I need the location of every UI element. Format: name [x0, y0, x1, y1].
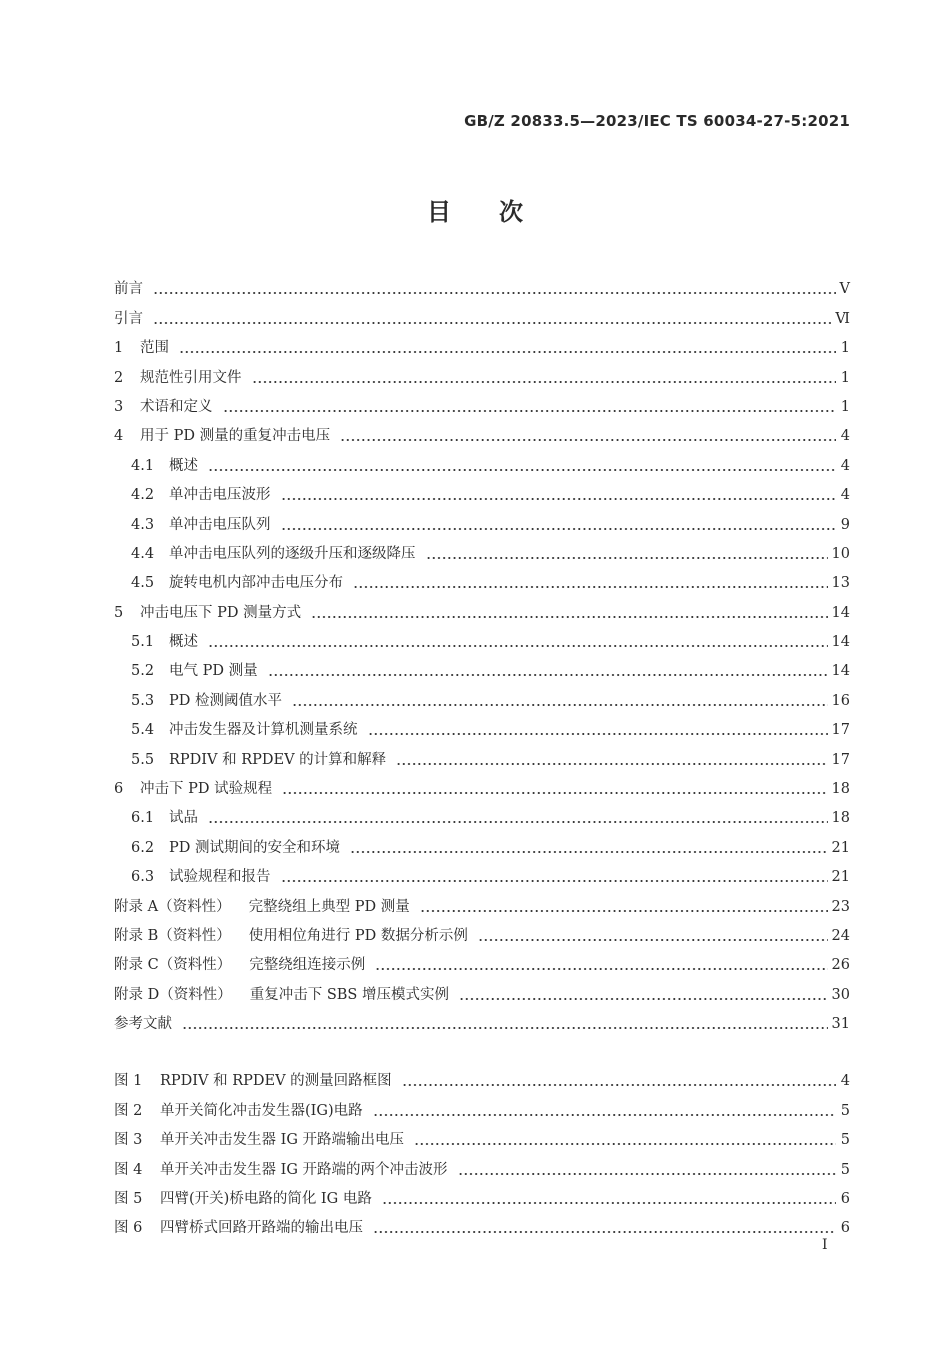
toc-entry[interactable]: [114, 564, 850, 593]
toc-entry-label: 使用相位角进行 PD 数据分析示例: [248, 927, 468, 944]
toc-entry-number: 5.2: [131, 663, 155, 680]
toc-entry-number: 6.3: [131, 869, 155, 886]
toc-entry-page: 14: [831, 604, 850, 621]
figure-entry[interactable]: [114, 1180, 850, 1209]
toc-entry[interactable]: [114, 417, 850, 446]
toc-entry-label: 重复冲击下 SBS 增压模式实例: [249, 986, 449, 1003]
toc-entry[interactable]: [114, 828, 850, 857]
toc-entry-number: 6.1: [131, 810, 155, 827]
dot-leader: [153, 292, 836, 294]
dot-leader: [281, 528, 837, 530]
toc-entry-page: 17: [831, 722, 850, 739]
toc-entry-number: 5.5: [131, 751, 155, 768]
toc-entry-page: 14: [831, 634, 850, 651]
dot-leader: [402, 1084, 836, 1086]
figure-entry[interactable]: [114, 1121, 850, 1150]
toc-entry-number: 6: [114, 781, 124, 798]
dot-leader: [208, 469, 836, 471]
toc-entry[interactable]: [114, 388, 850, 417]
toc-entry-page: 1: [840, 398, 850, 415]
table-of-contents: [114, 270, 850, 1034]
toc-entry[interactable]: [114, 535, 850, 564]
toc-entry-number: 5.1: [131, 634, 155, 651]
dot-leader: [208, 645, 828, 647]
toc-entry-page: 24: [831, 927, 850, 944]
dot-leader: [353, 586, 828, 588]
toc-entry-page: 18: [831, 781, 850, 798]
toc-entry-number: 4: [114, 428, 124, 445]
figure-entry[interactable]: [114, 1091, 850, 1120]
toc-entry-label: 完整绕组上典型 PD 测量: [248, 898, 410, 915]
toc-entry-label: 冲击发生器及计算机测量系统: [169, 722, 358, 739]
figure-label: 单开关冲击发生器 IG 开路端输出电压: [160, 1132, 405, 1149]
dot-leader: [458, 1173, 836, 1175]
figure-entry[interactable]: [114, 1062, 850, 1091]
toc-entry[interactable]: [114, 623, 850, 652]
figure-entry[interactable]: [114, 1209, 850, 1238]
dot-leader: [179, 351, 836, 353]
standard-id: GB/Z 20833.5—2023/IEC TS 60034-27-5:2021: [464, 112, 850, 130]
figure-entry[interactable]: [114, 1150, 850, 1179]
toc-entry-page: 13: [831, 575, 850, 592]
toc-entry-page: 30: [831, 986, 850, 1003]
toc-entry-page: 21: [831, 869, 850, 886]
toc-entry-number: 附录 D（资料性）: [114, 986, 232, 1003]
toc-entry[interactable]: [114, 329, 850, 358]
toc-entry-page: 23: [831, 898, 850, 915]
toc-entry-number: 附录 B（资料性）: [114, 927, 231, 944]
dot-leader: [252, 381, 837, 383]
list-of-figures: [114, 1062, 850, 1238]
toc-entry-page: Ⅵ: [835, 310, 850, 327]
toc-entry-label: 范围: [140, 340, 169, 357]
toc-entry[interactable]: [114, 858, 850, 887]
dot-leader: [292, 704, 828, 706]
toc-entry-number: 4.4: [131, 545, 155, 562]
toc-entry-page: 4: [840, 428, 850, 445]
dot-leader: [281, 880, 828, 882]
toc-entry-number: 4.2: [131, 487, 155, 504]
figure-label: 单开关冲击发生器 IG 开路端的两个冲击波形: [160, 1161, 448, 1178]
toc-entry-number: 1: [114, 340, 124, 357]
dot-leader: [414, 1143, 836, 1145]
figure-page: 5: [840, 1161, 850, 1178]
toc-entry[interactable]: [114, 917, 850, 946]
toc-entry[interactable]: [114, 270, 850, 299]
toc-entry-label: PD 测试期间的安全和环境: [169, 839, 340, 856]
toc-entry[interactable]: [114, 476, 850, 505]
toc-entry-page: 4: [840, 457, 850, 474]
dot-leader: [459, 998, 828, 1000]
dot-leader: [373, 1114, 836, 1116]
dot-leader: [375, 968, 827, 970]
toc-entry[interactable]: [114, 946, 850, 975]
toc-entry[interactable]: [114, 681, 850, 710]
toc-entry-label: 用于 PD 测量的重复冲击电压: [140, 428, 331, 445]
toc-entry-label: 完整绕组连接示例: [249, 957, 366, 974]
toc-entry-number: 5.3: [131, 692, 155, 709]
toc-entry-number: 5: [114, 604, 124, 621]
toc-entry-page: 16: [831, 692, 850, 709]
toc-entry-page: 1: [840, 340, 850, 357]
dot-leader: [223, 410, 837, 412]
toc-entry[interactable]: [114, 770, 850, 799]
toc-entry-label: 前言: [114, 281, 143, 298]
toc-entry[interactable]: [114, 299, 850, 328]
figure-number: 图 5: [114, 1190, 143, 1207]
toc-entry[interactable]: [114, 505, 850, 534]
figure-label: RPDIV 和 RPDEV 的测量回路框图: [160, 1073, 392, 1090]
toc-entry-label: 单冲击电压队列的逐级升压和逐级降压: [169, 545, 416, 562]
toc-entry-page: 17: [831, 751, 850, 768]
toc-entry-number: 2: [114, 369, 124, 386]
toc-entry[interactable]: [114, 593, 850, 622]
figure-label: 四臂(开关)桥电路的简化 IG 电路: [160, 1190, 372, 1207]
figure-page: 4: [840, 1073, 850, 1090]
dot-leader: [208, 821, 828, 823]
toc-entry-label: 单冲击电压波形: [169, 487, 271, 504]
dot-leader: [182, 1027, 828, 1029]
figure-page: 5: [840, 1132, 850, 1149]
dot-leader: [368, 733, 828, 735]
toc-entry[interactable]: [114, 446, 850, 475]
toc-entry-label: 电气 PD 测量: [169, 663, 258, 680]
toc-entry-label: 单冲击电压队列: [169, 516, 271, 533]
toc-entry-page: 1: [840, 369, 850, 386]
dot-leader: [268, 674, 828, 676]
toc-entry-number: 附录 C（资料性）: [114, 957, 232, 974]
figure-label: 四臂桥式回路开路端的输出电压: [160, 1220, 363, 1237]
toc-entry-label: 试验规程和报告: [169, 869, 271, 886]
dot-leader: [282, 792, 827, 794]
page-title: 目次: [427, 197, 571, 226]
toc-entry-label: 引言: [114, 310, 143, 327]
toc-entry-page: 10: [831, 545, 850, 562]
toc-entry-label: RPDIV 和 RPDEV 的计算和解释: [169, 751, 387, 768]
toc-entry-label: 规范性引用文件: [140, 369, 242, 386]
dot-leader: [311, 616, 827, 618]
toc-entry-page: 18: [831, 810, 850, 827]
toc-entry[interactable]: [114, 1005, 850, 1034]
toc-entry-page: 9: [840, 516, 850, 533]
dot-leader: [153, 322, 831, 324]
dot-leader: [396, 763, 827, 765]
toc-entry-page: 21: [831, 839, 850, 856]
toc-entry-number: 6.2: [131, 839, 155, 856]
toc-entry-page: 31: [831, 1016, 850, 1033]
toc-entry-label: 参考文献: [114, 1016, 172, 1033]
toc-entry[interactable]: [114, 975, 850, 1004]
toc-entry-label: 试品: [169, 810, 198, 827]
figure-page: 6: [840, 1190, 850, 1207]
dot-leader: [382, 1202, 836, 1204]
toc-entry-page: Ⅴ: [839, 281, 850, 298]
toc-entry[interactable]: [114, 799, 850, 828]
dot-leader: [350, 851, 828, 853]
toc-entry[interactable]: [114, 887, 850, 916]
toc-entry-page: 26: [831, 957, 850, 974]
toc-entry-page: 4: [840, 487, 850, 504]
toc-entry-number: 附录 A（资料性）: [114, 898, 231, 915]
dot-leader: [340, 439, 836, 441]
figure-number: 图 1: [114, 1073, 143, 1090]
toc-entry[interactable]: [114, 740, 850, 769]
figure-page: 5: [840, 1102, 850, 1119]
dot-leader: [420, 910, 828, 912]
toc-entry-number: 5.4: [131, 722, 155, 739]
toc-entry[interactable]: [114, 358, 850, 387]
toc-entry-label: 术语和定义: [140, 398, 213, 415]
figure-number: 图 4: [114, 1161, 143, 1178]
toc-entry-number: 3: [114, 398, 124, 415]
toc-entry-label: 冲击电压下 PD 测量方式: [140, 604, 302, 621]
figure-number: 图 2: [114, 1102, 143, 1119]
dot-leader: [373, 1231, 836, 1233]
toc-entry-label: 概述: [169, 634, 198, 651]
toc-entry[interactable]: [114, 652, 850, 681]
toc-entry-number: 4.5: [131, 575, 155, 592]
figure-page: 6: [840, 1220, 850, 1237]
toc-entry-number: 4.3: [131, 516, 155, 533]
dot-leader: [478, 939, 828, 941]
toc-entry-label: 冲击下 PD 试验规程: [140, 781, 273, 798]
toc-entry-page: 14: [831, 663, 850, 680]
toc-entry-label: 概述: [169, 457, 198, 474]
figure-number: 图 3: [114, 1132, 143, 1149]
dot-leader: [281, 498, 837, 500]
toc-entry-label: PD 检测阈值水平: [169, 692, 282, 709]
toc-entry-number: 4.1: [131, 457, 155, 474]
page-number: I: [822, 1237, 828, 1253]
dot-leader: [426, 557, 828, 559]
toc-entry[interactable]: [114, 711, 850, 740]
toc-entry-label: 旋转电机内部冲击电压分布: [169, 575, 343, 592]
figure-label: 单开关简化冲击发生器(IG)电路: [160, 1102, 363, 1119]
figure-number: 图 6: [114, 1220, 143, 1237]
